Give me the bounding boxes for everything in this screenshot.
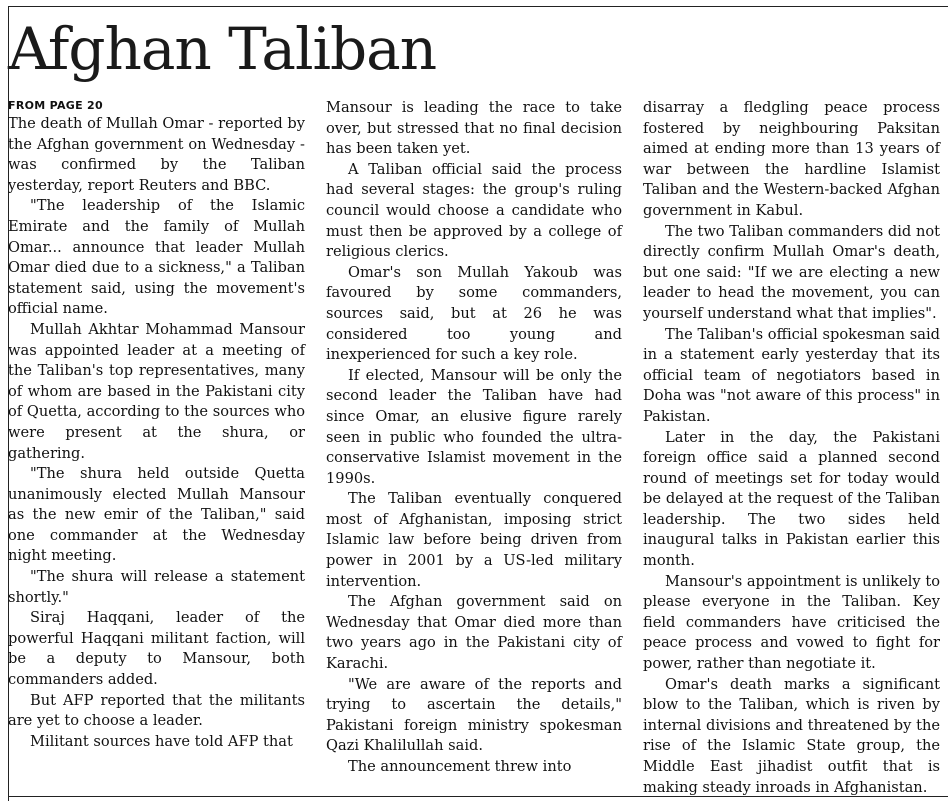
paragraph: disarray a fledgling peace process fostered by neighbouring Paksitan aimed at ending more than 13 years of war between the hardline Islamist Taliban and the Western-backed Afghan government in Kabul. xyxy=(643,99,940,219)
paragraph: The announcement threw into xyxy=(348,758,572,775)
paragraph: Siraj Haqqani, leader of the powerful Haqqani militant faction, will be a deputy to Mansour, both commanders added. xyxy=(8,609,305,689)
paragraph: The death of Mullah Omar - reported by the Afghan government on Wednesday - was confirmed by the Taliban yesterday, report Reuters and BBC. xyxy=(8,115,305,194)
headline: Afghan Taliban xyxy=(8,15,437,83)
paragraph: If elected, Mansour will be only the second leader the Taliban have had since Omar, an elusive figure rarely seen in public who founded the ultra-conservative Islamist movement in the 1990s. xyxy=(326,366,622,487)
paragraph: "We are aware of the reports and trying to ascertain the details," Pakistani foreign ministry spokesman Qazi Khalilullah said. xyxy=(326,675,622,755)
article-column-3 xyxy=(643,98,940,798)
paragraph: Mansour is leading the race to take over, but stressed that no final decision has been taken yet. xyxy=(326,99,622,158)
paragraph: Later in the day, the Pakistani foreign office said a planned second round of meetings set for today would be delayed at the request of the Taliban leadership. The two sides held inaugural talks in Pakistan earlier this month. xyxy=(643,428,940,570)
continuation-kicker: FROM PAGE 20 xyxy=(8,99,103,112)
paragraph: Mansour's appointment is unlikely to please everyone in the Taliban. Key field commanders have criticised the peace process and vowed to fight for power, rather than negotiate it. xyxy=(643,572,940,673)
paragraph: The Afghan government said on Wednesday that Omar died more than two years ago in the Pakistani city of Karachi. xyxy=(326,593,622,673)
paragraph: The two Taliban commanders did not directly confirm Mullah Omar's death, but one said: "If we are electing a new leader to head the movement, you can yourself understand what that implies". xyxy=(643,222,940,322)
article-column-2 xyxy=(326,98,622,778)
paragraph: Omar's death marks a significant blow to the Taliban, which is riven by internal divisions and threatened by the rise of the Islamic State group, the Middle East jihadist outfit that is making steady inroads in Afghanistan. xyxy=(643,675,940,796)
paragraph: The Taliban's official spokesman said in a statement early yesterday that its official team of negotiators based in Doha was "not aware of this process" in Pakistan. xyxy=(643,325,940,425)
paragraph: "The leadership of the Islamic Emirate and the family of Mullah Omar... announce that leader Mullah Omar died due to a sickness," a Taliban statement said, using the movement's official name. xyxy=(8,197,305,318)
paragraph: Militant sources have told AFP that xyxy=(30,732,293,750)
paragraph: But AFP reported that the militants are yet to choose a leader. xyxy=(8,691,305,730)
paragraph: A Taliban official said the process had several stages: the group's ruling council would choose a candidate who must then be approved by a college of religious clerics. xyxy=(326,160,622,261)
paragraph: Mullah Akhtar Mohammad Mansour was appointed leader at a meeting of the Taliban's top representatives, many of whom are based in the Pakistani city of Quetta, according to the sources who were present at the shura, or gathering. xyxy=(8,320,305,462)
article-column-1 xyxy=(8,98,305,752)
paragraph: The Taliban eventually conquered most of Afghanistan, imposing strict Islamic law before being driven from power in 2001 by a US-led military intervention. xyxy=(326,490,622,590)
paragraph: "The shura held outside Quetta unanimously elected Mullah Mansour as the new emir of the Taliban," said one commander at the Wednesday night meeting. xyxy=(8,465,305,565)
paragraph: "The shura will release a statement shortly." xyxy=(8,568,305,606)
top-rule xyxy=(8,6,948,7)
paragraph: Omar's son Mullah Yakoub was favoured by some commanders, sources said, but at 26 he was considered too young and inexperienced for such a key role. xyxy=(326,263,622,364)
